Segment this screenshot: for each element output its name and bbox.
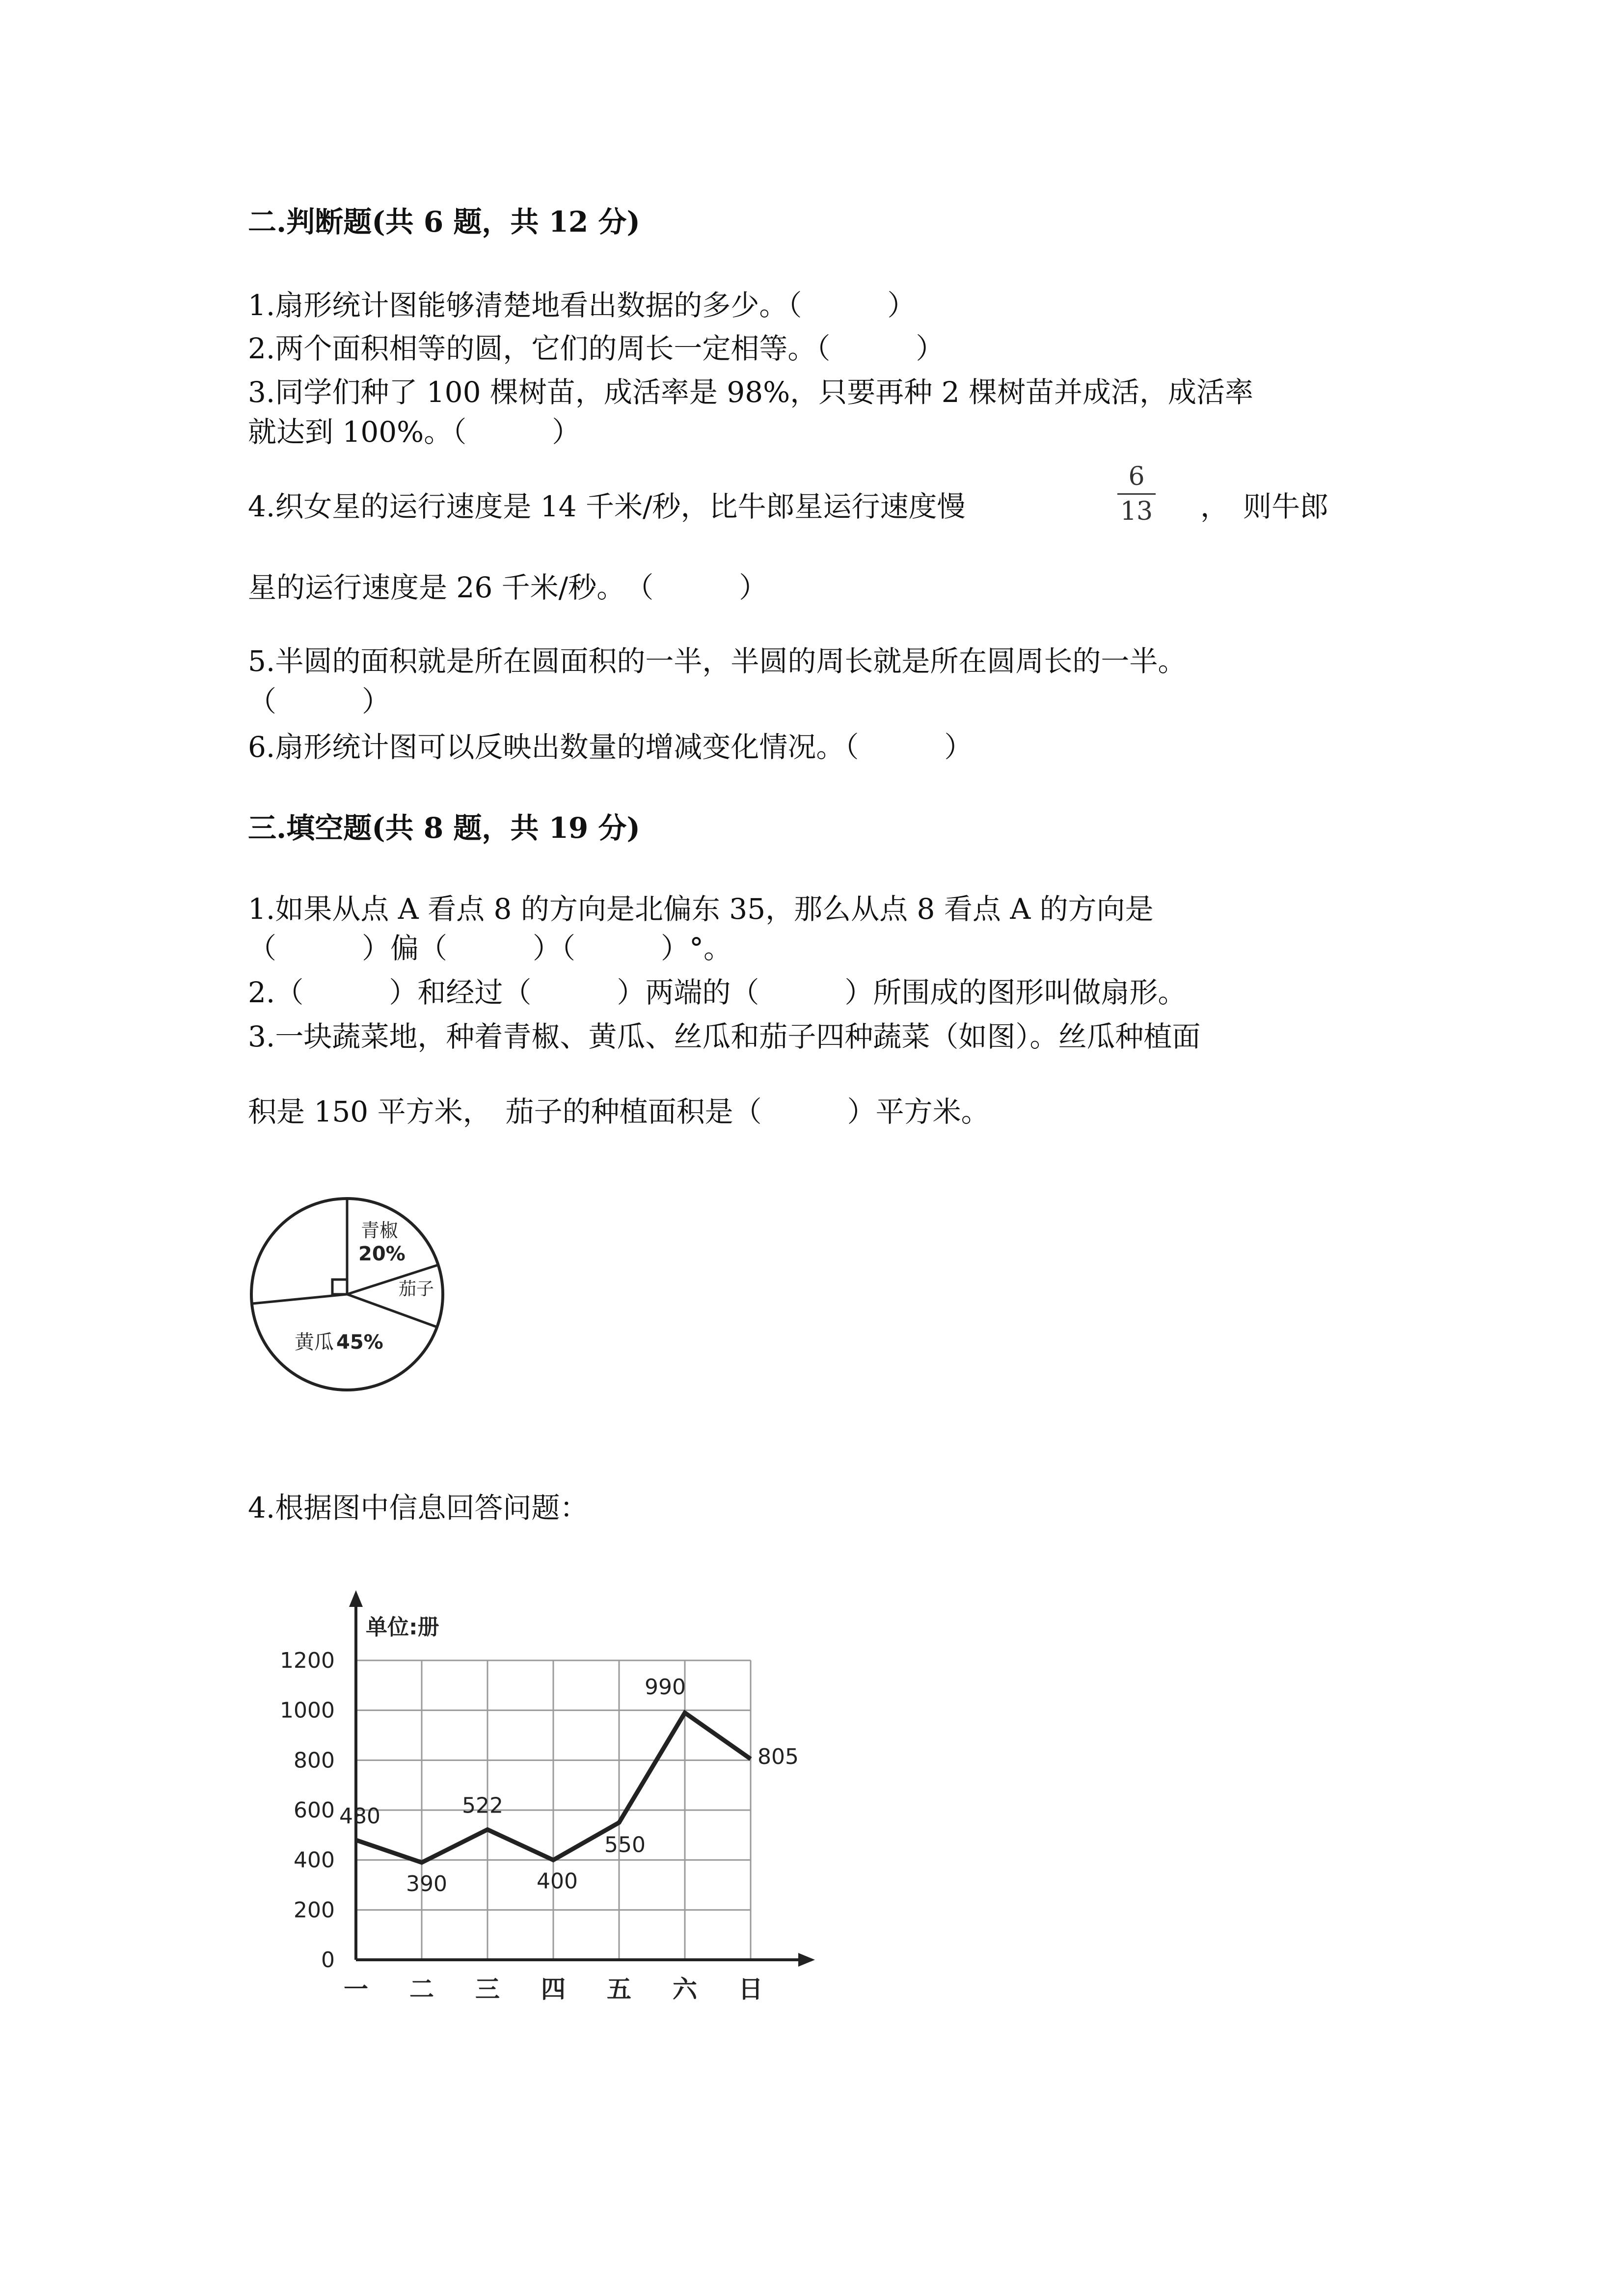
y-tick-label: 800 [294,1748,335,1773]
pie-label-huanggua: 黄瓜 [295,1331,334,1354]
judge-question-2: 2.两个面积相等的圆，它们的周长一定相等。（ ） [248,332,945,365]
pie-label-qiezi: 茄子 [399,1279,434,1299]
section-3-title: 三.填空题(共 8 题，共 19 分) [248,811,640,845]
fill-question-4: 4.根据图中信息回答问题： [248,1491,589,1524]
y-tick-label: 200 [294,1897,335,1923]
judge-question-4-line1: 4.织女星的运行速度是 14 千米/秒，比牛郎星运行速度慢 [248,490,966,523]
x-tick-label: 五 [607,1975,631,2003]
books-line-chart [265,1585,835,2017]
y-tick-label: 1000 [280,1698,335,1723]
judge-question-4-tail: ， 则牛郎 [1200,490,1329,523]
fill-question-2: 2.（ ）和经过（ ）两端的（ ）所围成的图形叫做扇形。 [248,976,1187,1009]
y-tick-label: 0 [321,1948,335,1973]
x-tick-label: 三 [475,1975,500,2003]
fraction-denominator: 13 [1120,497,1153,526]
section-2-title: 二.判断题(共 6 题，共 12 分) [248,205,640,239]
y-tick-label: 1200 [280,1648,335,1673]
x-tick-label: 六 [673,1975,697,2003]
fill-question-1-line2: （ ）偏（ ）（ ）°。 [248,932,732,965]
judge-question-6: 6.扇形统计图可以反映出数量的增减变化情况。（ ） [248,730,973,764]
y-tick-label: 600 [294,1798,335,1823]
data-label: 480 [339,1804,380,1829]
fraction-numerator: 6 [1128,462,1145,491]
data-label: 805 [758,1744,799,1769]
judge-question-3-line2: 就达到 100%。（ ） [248,415,581,449]
y-axis-arrow [349,1590,363,1607]
pie-divider-huanggua [252,1294,347,1304]
x-tick-label: 日 [738,1975,763,2003]
x-tick-label: 四 [541,1975,566,2003]
x-tick-label: 二 [409,1975,434,2003]
judge-question-1: 1.扇形统计图能够清楚地看出数据的多少。（ ） [248,289,916,322]
data-label: 990 [645,1674,686,1700]
judge-question-3-line1: 3.同学们种了 100 棵树苗，成活率是 98%，只要再种 2 棵树苗并成活，成活率 [248,375,1254,409]
fill-question-1-line1: 1.如果从点 A 看点 8 的方向是北偏东 35，那么从点 8 看点 A 的方向是 [248,892,1154,926]
fraction-bar [1117,493,1156,495]
pie-value-huanggua: 45% [336,1331,383,1354]
x-axis-arrow [798,1953,815,1967]
data-label: 390 [406,1871,447,1896]
data-label: 522 [462,1793,503,1818]
y-unit-label: 单位:册 [366,1615,439,1640]
judge-question-4-line2: 星的运行速度是 26 千米/秒。 （ ） [248,571,768,604]
pie-label-qingjiao: 青椒 [361,1220,399,1241]
data-label: 400 [537,1869,578,1894]
fill-question-3-line1: 3.一块蔬菜地，种着青椒、黄瓜、丝瓜和茄子四种蔬菜（如图）。丝瓜种植面 [248,1020,1201,1053]
judge-question-5-line2: （ ） [248,685,391,718]
right-angle-marker [332,1280,347,1294]
y-tick-label: 400 [294,1847,335,1873]
fill-question-3-line2: 积是 150 平方米， 茄子的种植面积是（ ）平方米。 [248,1095,990,1128]
x-tick-label: 一 [344,1975,368,2003]
vegetable-pie-chart [245,1193,457,1394]
fraction-six-thirteenths [1114,464,1159,524]
pie-value-qingjiao: 20% [358,1243,406,1265]
data-label: 550 [604,1832,646,1858]
judge-question-5-line1: 5.半圆的面积就是所在圆面积的一半，半圆的周长就是所在圆周长的一半。 [248,644,1187,678]
